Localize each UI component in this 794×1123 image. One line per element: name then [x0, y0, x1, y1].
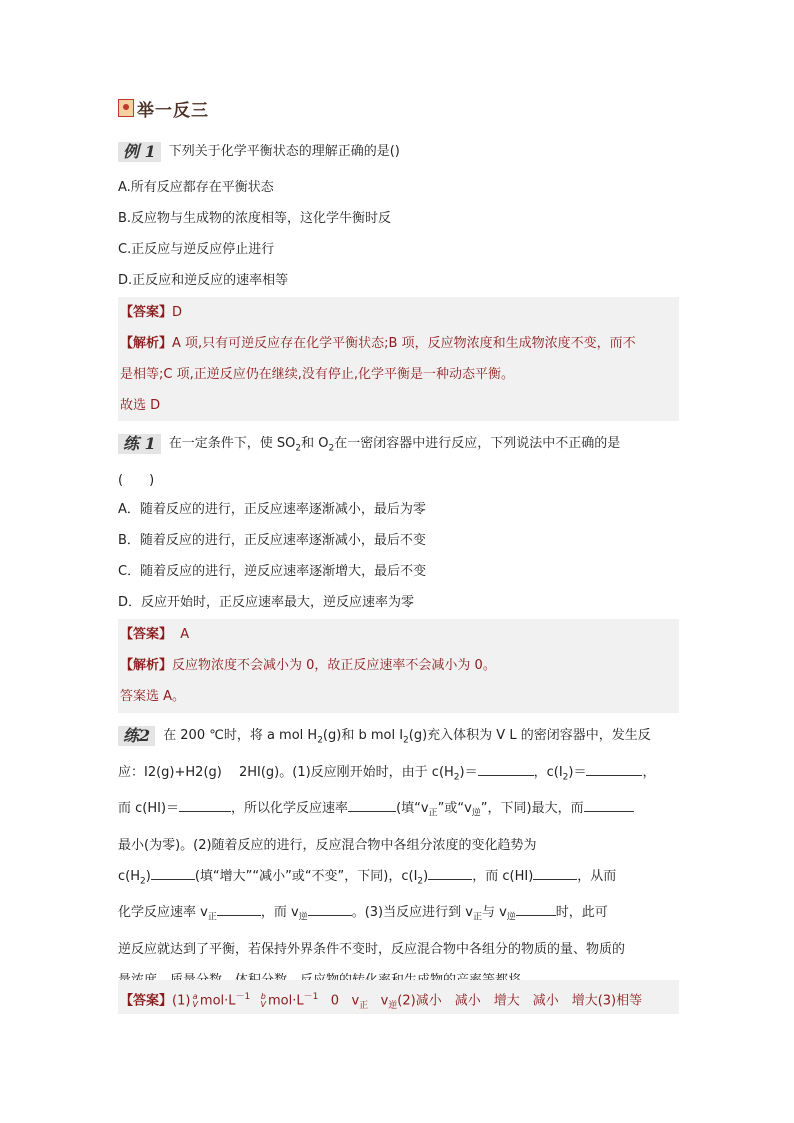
q-text: 应：I2(g)+H2(g) 2HI(g)。(1)反应刚开始时，由于 c(H — [118, 764, 454, 780]
option-c: C.正反应与逆反应停止进行 — [118, 242, 275, 257]
answer-value: A — [180, 627, 190, 642]
exponent: －1 — [235, 992, 251, 1002]
denominator: V — [192, 999, 198, 1009]
subscript: 2 — [140, 876, 146, 887]
answer-text: (2)减小 减小 增大 减小 增大(3)相等 — [397, 993, 643, 1009]
subscript: 正 — [428, 808, 438, 819]
blank-max-rate[interactable] — [348, 799, 396, 812]
subscript: 正 — [472, 912, 482, 923]
q-text: c(H — [118, 868, 140, 884]
numerator: a — [192, 991, 198, 1001]
q-text: 而 c(HI)＝ — [118, 801, 180, 817]
q-text: 。(3)当反应进行到 v — [351, 905, 473, 921]
blank-equilibrium[interactable] — [516, 903, 556, 916]
practice-1-question — [118, 428, 675, 496]
subscript: 逆 — [471, 808, 481, 819]
blank-c-hi[interactable] — [179, 799, 231, 812]
practice-2-answer-box — [118, 980, 679, 1014]
example-1-options — [118, 172, 675, 296]
answer-text: v — [351, 993, 360, 1009]
q-text: ，从而 — [577, 868, 617, 884]
q-text: ”或“v — [437, 801, 472, 817]
practice-2-question — [118, 720, 675, 996]
q-text: 最小(为零)。(2)随着反应的进行，反应混合物中各组分浓度的变化趋势为 — [118, 837, 537, 853]
example-1-tag: 例 1 — [118, 142, 161, 162]
q-text: 与 v — [481, 905, 507, 921]
answer-value: D — [172, 305, 183, 320]
q-text: (g)和 b mol I — [322, 728, 404, 743]
option-b: B.反应物与生成物的浓度相等，这化学牛衡时反 — [118, 211, 392, 226]
q-text: 在一定条件下，使 SO — [168, 436, 296, 451]
q-text: 化学反应速率 v — [118, 905, 208, 921]
answer-text: 0 — [330, 993, 340, 1009]
q-text: ，而 v — [260, 905, 299, 921]
q-text: 和 O — [301, 436, 329, 451]
q-text: )＝ — [568, 764, 587, 780]
fraction-b-over-v — [261, 993, 266, 1009]
q-text: ， — [642, 764, 656, 780]
practice-1-tag: 练 1 — [118, 434, 161, 454]
example-1-answer-box — [118, 297, 679, 421]
analysis-line-2: 是相等;C 项,正逆反应仍在继续,没有停止,化学平衡是一种动态平衡。 — [120, 367, 514, 382]
answer-paren: ( ) — [118, 472, 155, 488]
practice-1-options — [118, 494, 675, 618]
conclusion: 故选 D — [120, 398, 161, 413]
section-title-text: 举一反三 — [137, 100, 209, 121]
option-d: D.正反应和逆反应的速率相等 — [118, 273, 289, 288]
option-d: D．反应开始时，正反应速率最大，逆反应速率为零 — [118, 595, 415, 610]
blank-c-i2[interactable] — [586, 763, 642, 776]
answer-label: 【答案】 — [120, 627, 173, 642]
blank-trend-i2[interactable] — [428, 867, 472, 880]
option-a: A.所有反应都存在平衡状态 — [118, 180, 274, 195]
q-text: ，所以化学反应速率 — [231, 801, 349, 817]
unit: mol·L — [268, 993, 304, 1009]
blank-v-reverse[interactable] — [308, 903, 352, 916]
fraction-a-over-v — [192, 993, 197, 1009]
example-1-question-text: 下列关于化学平衡状态的理解正确的是() — [168, 144, 400, 159]
subscript: 2 — [328, 443, 335, 454]
subscript: 2 — [317, 735, 323, 746]
q-text: ，而 c(HI) — [472, 868, 534, 884]
q-text: (g)充入体积为 V L 的密闭容器中，发生反 — [408, 728, 651, 743]
bookmark-icon — [118, 99, 134, 117]
q-text: )＝ — [459, 764, 478, 780]
blank-trend-h2[interactable] — [151, 867, 195, 880]
unit: mol·L — [199, 993, 236, 1009]
subscript: 正 — [359, 1000, 369, 1011]
option-b: B．随着反应的进行，正反应速率逐渐减小，最后不变 — [118, 533, 426, 548]
q-text: 时，此可 — [555, 905, 608, 921]
q-text: ) — [145, 868, 151, 884]
subscript: 正 — [207, 912, 217, 923]
blank-min-rate[interactable] — [584, 799, 634, 812]
analysis-line-1: A 项,只有可逆反应存在化学平衡状态;B 项，反应物浓度和生成物浓度不变，而不 — [172, 336, 636, 351]
denominator: V — [260, 999, 267, 1009]
numerator: b — [260, 991, 266, 1001]
q-text: ”，下同)最大，而 — [480, 801, 584, 817]
q-text: 逆反应就达到了平衡，若保持外界条件不变时，反应混合物中各组分的物质的量、物质的 — [118, 941, 626, 957]
q-text: 在一密闭容器中进行反应，下列说法中不正确的是 — [334, 436, 621, 451]
subscript: 逆 — [506, 912, 516, 923]
subscript: 2 — [562, 772, 569, 783]
conclusion: 答案选 A。 — [120, 689, 186, 704]
section-title — [118, 96, 209, 120]
subscript: 2 — [453, 772, 460, 783]
subscript: 2 — [403, 735, 409, 746]
practice-2-tag: 练2 — [118, 726, 155, 746]
analysis-text: 反应物浓度不会减小为 0，故正反应速率不会减小为 0。 — [172, 658, 496, 673]
q-text: ，c(I — [533, 764, 563, 780]
q-text: (填“v — [396, 801, 429, 817]
subscript: 2 — [295, 443, 302, 454]
answer-text: (1) — [172, 993, 191, 1009]
option-a: A．随着反应的进行，正反应速率逐渐减小，最后为零 — [118, 502, 426, 517]
answer-label: 【答案】 — [120, 993, 173, 1009]
subscript: 逆 — [388, 1000, 398, 1011]
q-text: 在 200 ℃时，将 a mol H — [163, 728, 318, 743]
option-c: C．随着反应的进行，逆反应速率逐渐增大，最后不变 — [118, 564, 427, 579]
example-1-question — [118, 136, 675, 167]
answer-label: 【答案】 — [120, 305, 173, 320]
blank-v-forward[interactable] — [217, 903, 261, 916]
practice-1-answer-box — [118, 619, 679, 713]
answer-text: v — [380, 993, 389, 1009]
exponent: －1 — [303, 992, 319, 1002]
q-text: (填“增大”“减小”或“不变”，下同)，c(I — [194, 868, 418, 884]
blank-c-h2[interactable] — [478, 763, 534, 776]
subscript: 逆 — [298, 912, 308, 923]
analysis-label: 【解析】 — [120, 336, 173, 351]
q-text: ) — [423, 868, 429, 884]
analysis-label: 【解析】 — [120, 658, 173, 673]
subscript: 2 — [417, 876, 424, 887]
blank-trend-hi[interactable] — [533, 867, 577, 880]
